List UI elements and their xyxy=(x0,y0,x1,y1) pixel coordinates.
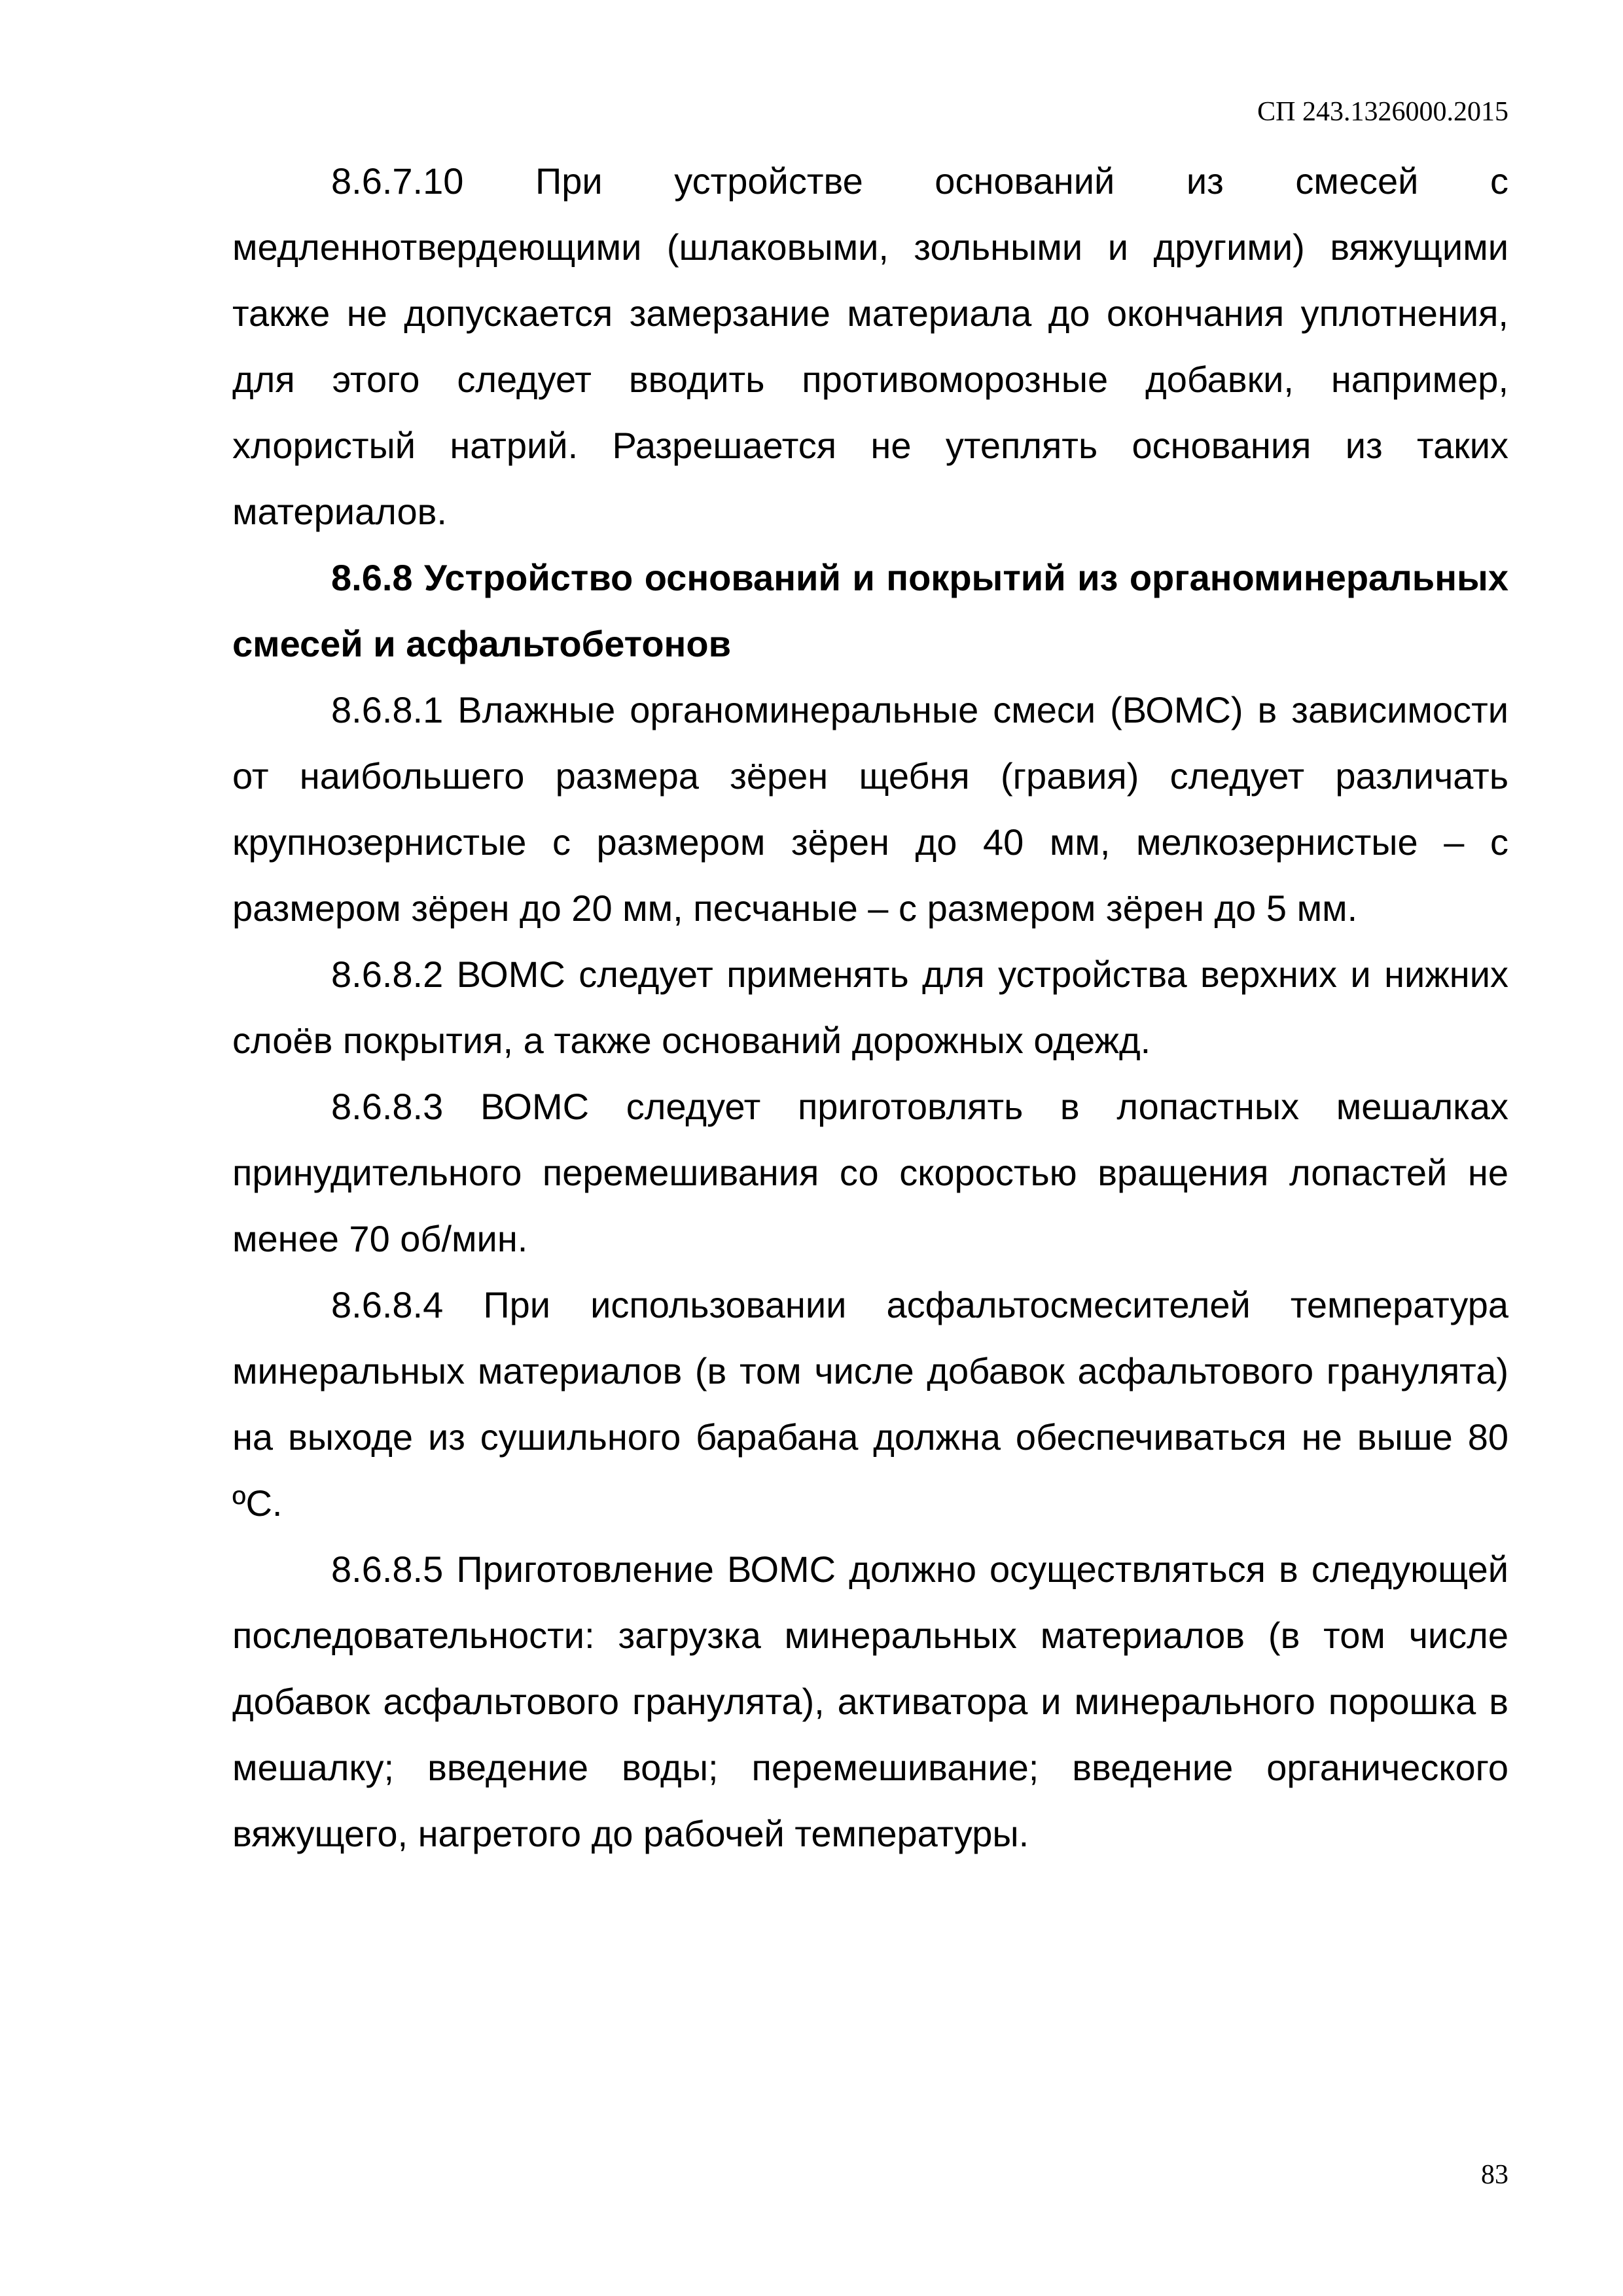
clause-number: 8.6.8.2 xyxy=(331,954,444,995)
paragraph-8-6-8-3 xyxy=(232,1073,1508,1272)
clause-text: ВОМС следует применять для устройства верхних и нижних слоёв покрытия, а также оснований дорожных одежд. xyxy=(232,954,1508,1061)
clause-number: 8.6.8.5 xyxy=(331,1549,444,1590)
paragraph-8-6-8-2 xyxy=(232,941,1508,1073)
paragraph-8-6-7-10 xyxy=(232,148,1508,545)
clause-text: ВОМС следует приготовлять в лопастных мешалках принудительного перемешивания со скоростью вращения лопастей не менее 70 об/мин. xyxy=(232,1086,1509,1259)
paragraph-8-6-8-5 xyxy=(232,1536,1508,1867)
section-number: 8.6.8 xyxy=(331,557,413,598)
clause-text: При использовании асфальтосмесителей температура минеральных материалов (в том числе добавок асфальтового гранулята) на выходе из сушильного барабана должна обеспечиваться не выше 80 ºС. xyxy=(232,1284,1508,1524)
section-title: Устройство оснований и покрытий из органоминеральных смесей и асфальтобетонов xyxy=(232,557,1508,664)
clause-text: Приготовление ВОМС должно осуществляться в следующей последовательности: загрузка минеральных материалов (в том числе добавок асфальтового гранулята), активатора и минерального порошка в мешалку; введение воды; перемешивание; введение органического вяжущего, нагретого до рабочей температуры. xyxy=(232,1549,1509,1854)
document-code: СП 243.1326000.2015 xyxy=(1257,97,1508,127)
paragraph-8-6-8-1 xyxy=(232,677,1508,941)
clause-number: 8.6.8.1 xyxy=(331,689,444,730)
clause-text: При устройстве оснований из смесей с медленнотвердеющими (шлаковыми, зольными и другими) вяжущими также не допускается замерзание материала до окончания уплотнения, для этого следует вводить противоморозные добавки, например, хлористый натрий. Разрешается не утеплять основания из таких материалов. xyxy=(232,160,1509,532)
page-number: 83 xyxy=(1481,2160,1508,2190)
clause-number: 8.6.8.3 xyxy=(331,1086,444,1127)
section-heading-8-6-8 xyxy=(232,545,1508,677)
clause-text: Влажные органоминеральные смеси (ВОМС) в зависимости от наибольшего размера зёрен щебня (гравия) следует различать крупнозернистые с размером зёрен до 40 мм, мелкозернистые – с размером зёрен до 20 мм, песчаные – с размером зёрен до 5 мм. xyxy=(232,689,1509,929)
paragraph-8-6-8-4 xyxy=(232,1272,1508,1536)
document-body xyxy=(232,148,1508,1867)
clause-number: 8.6.8.4 xyxy=(331,1284,444,1325)
clause-number: 8.6.7.10 xyxy=(331,160,464,202)
